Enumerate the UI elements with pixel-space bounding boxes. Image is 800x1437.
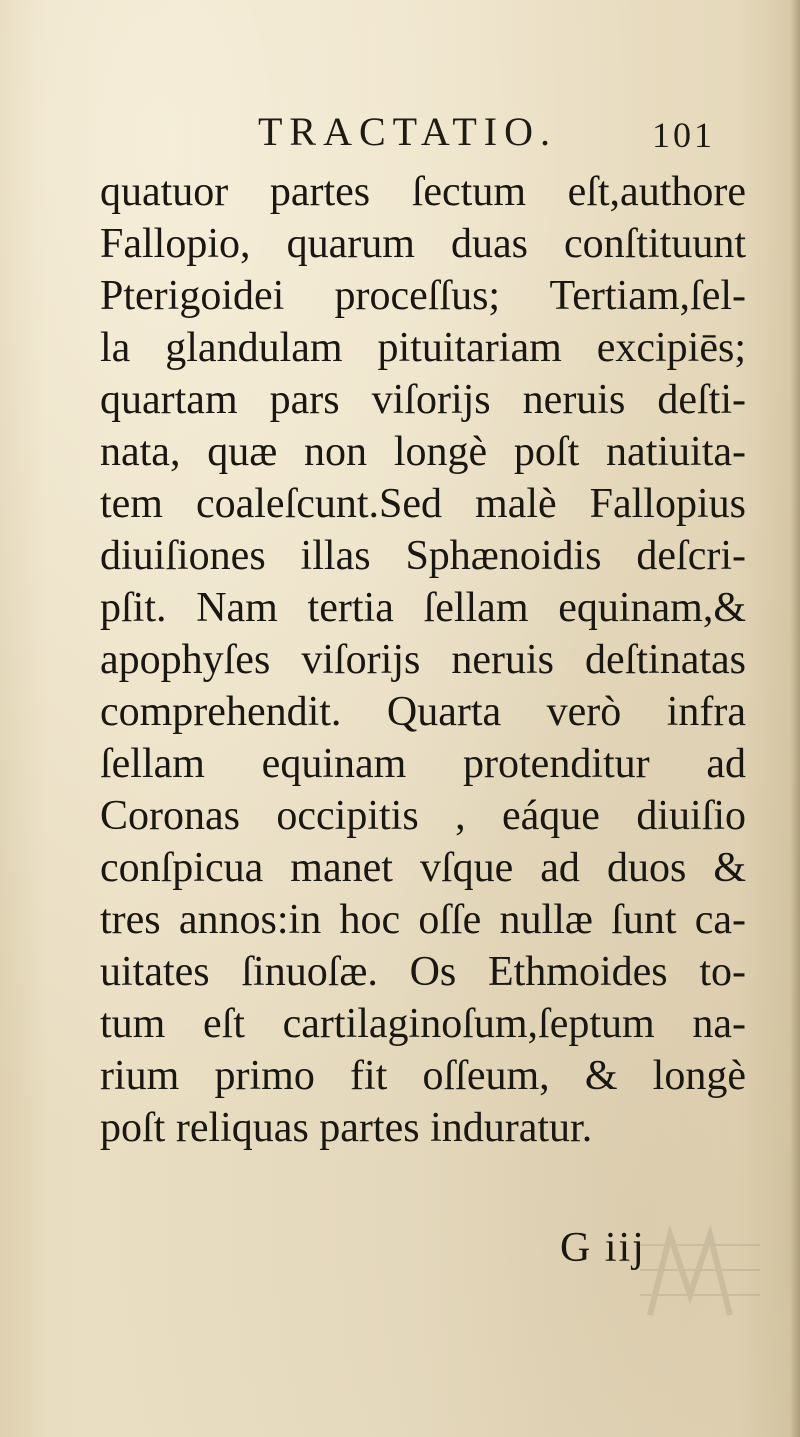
- text-line: tres annos:in hoc oſſe nullæ ſunt ca-: [100, 897, 746, 943]
- text-line: tem coaleſcunt.Sed malè Fallopius: [100, 481, 746, 527]
- text-line: quartam pars viſorijs neruis deſti-: [100, 377, 746, 423]
- text-line: uitates ſinuoſæ. Os Ethmoides to-: [100, 949, 746, 995]
- text-line: rium primo fit oſſeum, & longè: [100, 1053, 746, 1099]
- page-number: 101: [652, 115, 715, 155]
- running-head: TRACTATIO.: [258, 109, 558, 154]
- text-line: apophyſes viſorijs neruis deſtinatas: [100, 637, 746, 683]
- signature-mark: G iij: [560, 1225, 646, 1271]
- text-line: tum eſt cartilaginoſum,ſeptum na-: [100, 1001, 746, 1047]
- text-line: nata, quæ non longè poſt natiuita-: [100, 429, 746, 475]
- text-line: la glandulam pituitariam excipiēs;: [100, 325, 746, 371]
- text-line: conſpicua manet vſque ad duos &: [100, 845, 746, 891]
- text-line: poſt reliquas partes induratur.: [100, 1105, 593, 1151]
- text-line: Coronas occipitis , eáque diuiſio: [100, 793, 746, 839]
- text-line: comprehendit. Quarta verò infra: [100, 689, 746, 735]
- text-line: Fallopio, quarum duas conſtituunt: [100, 221, 746, 267]
- text-line: pſit. Nam tertia ſellam equinam,&: [100, 585, 746, 631]
- page-edge-shadow: [790, 0, 800, 1437]
- text-line: Pterigoidei proceſſus; Tertiam,ſel-: [100, 273, 746, 319]
- text-line: ſellam equinam protenditur ad: [100, 741, 746, 787]
- text-line: quatuor partes ſectum eſt,authore: [100, 169, 746, 215]
- text-line: diuiſiones illas Sphænoidis deſcri-: [100, 533, 746, 579]
- bleed-through-texture: [640, 1215, 760, 1335]
- body-text: [100, 166, 746, 1154]
